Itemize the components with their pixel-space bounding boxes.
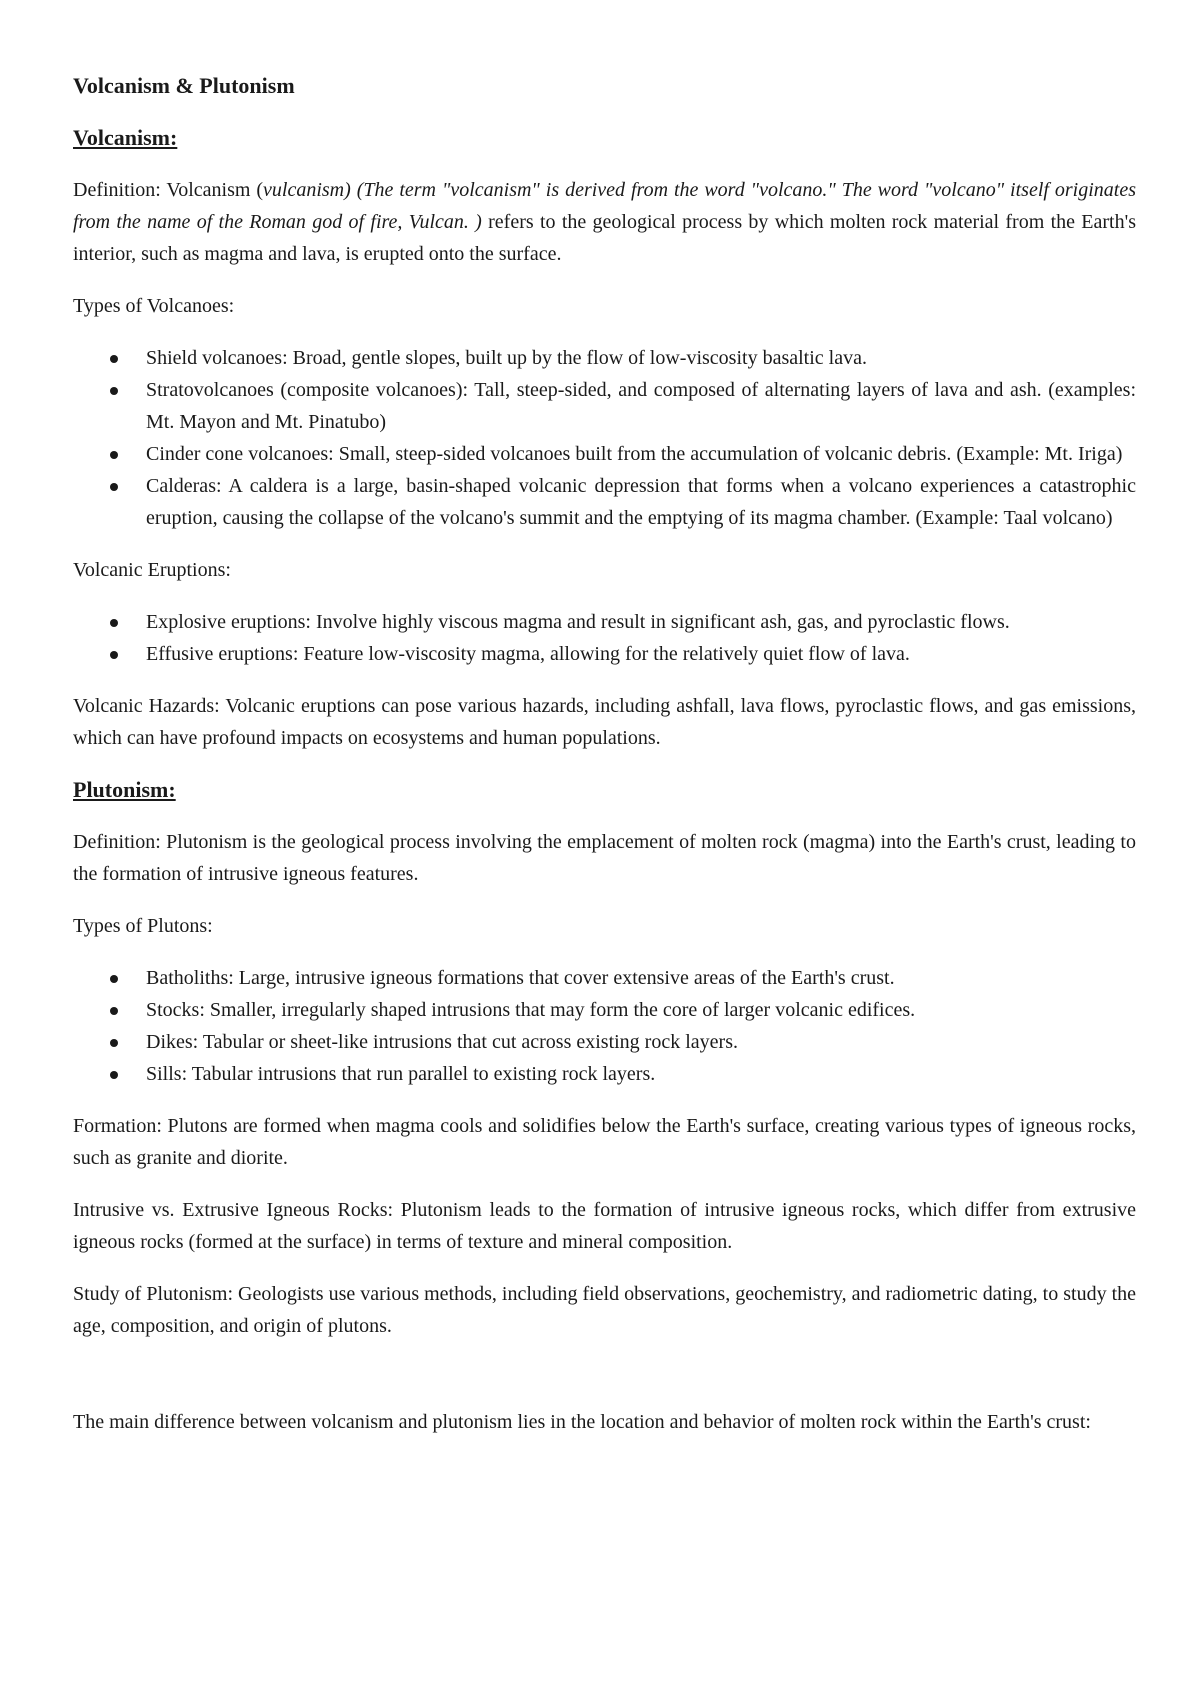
list-item: Effusive eruptions: Feature low-viscosity magma, allowing for the relatively quiet flow of lava.	[146, 638, 1136, 670]
eruptions-label: Volcanic Eruptions:	[73, 559, 231, 581]
list-item: Calderas: A caldera is a large, basin-shaped volcanic depression that forms when a volcano experiences a catastrophic eruption, causing the collapse of the volcano's summit and the emptying of its magma chamber. (Example: Taal volcano)	[146, 470, 1136, 534]
blank-spacer	[73, 1362, 1136, 1406]
volcano-types-label: Types of Volcanoes:	[73, 295, 235, 317]
volcanic-hazards-paragraph: Volcanic Hazards: Volcanic eruptions can pose various hazards, including ashfall, lava flows, pyroclastic flows, and gas emissions, which can have profound impacts on ecosystems and human populations.	[73, 695, 1136, 749]
formation-paragraph: Formation: Plutons are formed when magma cools and solidifies below the Earth's surface, creating various types of igneous rocks, such as granite and diorite.	[73, 1115, 1136, 1169]
volcanism-definition	[73, 174, 1136, 270]
volcanism-definition-italic: vulcanism) (The term "volcanism" is derived from the word "volcano." The word "volcano" itself originates from the name of the Roman god of fire, Vulcan. )	[73, 179, 1136, 233]
volcanism-definition-suffix: refers to the geological process by which molten rock material from the Earth's interior, such as magma and lava, is erupted onto the surface.	[73, 211, 1136, 265]
volcano-types-list	[73, 342, 1136, 534]
pluton-types-list	[73, 962, 1136, 1090]
list-item: Stratovolcanoes (composite volcanoes): Tall, steep-sided, and composed of alternating layers of lava and ash. (examples: Mt. Mayon and Mt. Pinatubo)	[146, 374, 1136, 438]
intrusive-vs-extrusive-paragraph: Intrusive vs. Extrusive Igneous Rocks: Plutonism leads to the formation of intrusive igneous rocks, which differ from extrusive igneous rocks (formed at the surface) in terms of texture and mineral composition.	[73, 1199, 1136, 1253]
list-item: Explosive eruptions: Involve highly viscous magma and result in significant ash, gas, and pyroclastic flows.	[146, 606, 1136, 638]
plutonism-definition: Definition: Plutonism is the geological process involving the emplacement of molten rock (magma) into the Earth's crust, leading to the formation of intrusive igneous features.	[73, 831, 1136, 885]
plutonism-heading: Plutonism:	[73, 777, 176, 802]
document-title: Volcanism & Plutonism	[73, 73, 295, 98]
study-of-plutonism-paragraph: Study of Plutonism: Geologists use various methods, including field observations, geochemistry, and radiometric dating, to study the age, composition, and origin of plutons.	[73, 1283, 1137, 1337]
eruptions-list	[73, 606, 1136, 670]
list-item: Cinder cone volcanoes: Small, steep-sided volcanoes built from the accumulation of volcanic debris. (Example: Mt. Iriga)	[146, 438, 1136, 470]
volcanism-heading: Volcanism:	[73, 125, 178, 150]
list-item: Stocks: Smaller, irregularly shaped intrusions that may form the core of larger volcanic edifices.	[146, 994, 1136, 1026]
volcanism-definition-prefix: Definition: Volcanism (	[73, 179, 264, 201]
list-item: Batholiths: Large, intrusive igneous formations that cover extensive areas of the Earth's crust.	[146, 962, 1136, 994]
list-item: Sills: Tabular intrusions that run parallel to existing rock layers.	[146, 1058, 1136, 1090]
list-item: Dikes: Tabular or sheet-like intrusions that cut across existing rock layers.	[146, 1026, 1136, 1058]
difference-paragraph: The main difference between volcanism and plutonism lies in the location and behavior of molten rock within the Earth's crust:	[73, 1411, 1091, 1433]
pluton-types-label: Types of Plutons:	[73, 915, 213, 937]
list-item: Shield volcanoes: Broad, gentle slopes, built up by the flow of low-viscosity basaltic lava.	[146, 342, 1136, 374]
